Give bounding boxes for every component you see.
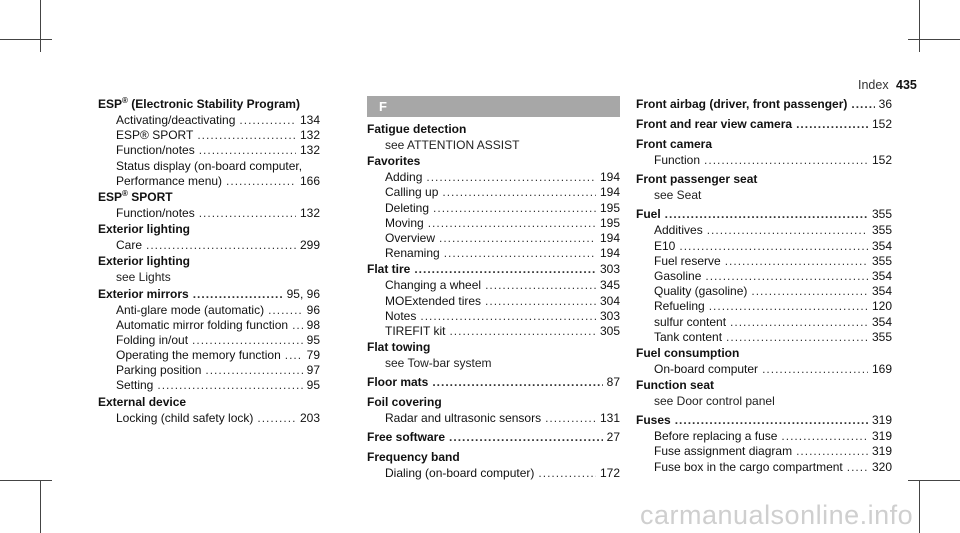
index-subentry[interactable] [636,460,892,475]
subentry-label: Setting [116,378,154,393]
page-reference[interactable]: 305 [599,323,620,338]
subentry-label: Activating/deactivating [116,113,236,127]
page-reference[interactable]: 98 [306,317,320,332]
index-subentry[interactable] [367,278,620,293]
index-subentry[interactable] [367,466,620,481]
subentry-label: Function/notes [116,205,195,220]
see-reference[interactable]: see Door control panel [654,394,775,409]
index-subentry[interactable] [367,170,620,185]
dot-leader [725,254,868,269]
page-reference[interactable]: 345 [599,278,620,293]
page-reference[interactable]: 354 [871,284,892,299]
subentries [98,206,320,221]
subentry-label: Status display (on-board computer, [116,158,303,173]
crop-mark [40,481,41,533]
index-term-fuel-consumption[interactable]: Fuel consumption [636,345,740,360]
subentry-label: Additives [654,223,703,238]
index-subentry[interactable] [636,223,892,238]
see-reference[interactable]: see Tow-bar system [385,356,492,371]
crop-mark [919,481,920,533]
index-subentry[interactable] [98,143,320,158]
dot-leader [426,170,596,185]
index-subentry[interactable] [636,330,892,345]
page-number: 435 [896,78,917,92]
letter-heading: F [367,96,620,117]
crop-mark [908,480,960,481]
page-reference[interactable]: 132 [299,128,320,143]
page-reference[interactable]: 194 [599,185,620,200]
subentry-label: Function/notes [116,143,195,158]
dot-leader [485,278,596,293]
subentry-label: Locking (child safety lock) [116,410,254,425]
subentries [367,466,620,481]
subentry-label: Quality (gasoline) [654,284,748,299]
crop-mark [0,39,52,40]
index-subentry[interactable] [367,411,620,426]
dot-leader [726,330,868,345]
see-reference[interactable]: see ATTENTION ASSIST [385,138,520,152]
index-subentry[interactable] [367,309,620,324]
dot-leader [444,246,596,261]
index-term-function-seat[interactable]: Function seat [636,378,715,393]
dot-leader [679,239,868,254]
page-reference[interactable]: 203 [299,410,320,425]
dot-leader [751,284,868,299]
page-reference[interactable]: 354 [871,238,892,253]
index-subentry[interactable] [367,201,620,216]
index-subentry[interactable] [98,303,320,318]
see-reference[interactable]: see Lights [116,270,171,285]
dot-leader [442,185,596,200]
index-subentry[interactable] [636,362,892,377]
dot-leader [847,460,868,475]
index-term-fuses[interactable]: Fuses ..... 319 [636,412,892,429]
index-subentry[interactable] [98,113,320,128]
page-reference[interactable]: 319 [871,429,892,444]
dot-leader [239,113,296,128]
index-column-2 [367,96,620,482]
index-term-flat-tire[interactable]: Flat tire ..... 303 [367,261,620,278]
index-subentry[interactable] [367,216,620,231]
subentry-label: Deleting [385,200,430,215]
index-subentry[interactable] [636,444,892,459]
page-reference[interactable]: 134 [299,113,320,127]
dot-leader [192,333,303,348]
index-term-esp-sport[interactable]: ESP® SPORT [98,188,173,204]
subentry-label: E10 [654,238,676,253]
page-reference[interactable]: 169 [871,361,892,376]
subentry-label: Care [116,238,143,253]
subentry-label: Automatic mirror folding function [116,317,289,332]
subentry-label: MOExtended tires [385,293,482,308]
dot-leader [292,318,303,333]
index-subentry[interactable] [636,269,892,284]
index-term-frequency-band[interactable]: Frequency band [367,450,460,465]
subentry-label: Tank content [654,329,723,344]
index-subentry[interactable] [636,284,892,299]
subentries [367,278,620,339]
index-subentry[interactable] [367,246,620,261]
subentry-label: Renaming [385,246,440,261]
subentries [636,223,892,345]
page-reference[interactable]: 320 [871,459,892,474]
page-reference[interactable]: 355 [871,329,892,344]
subentries [98,303,320,394]
index-subentry[interactable] [636,254,892,269]
subentry-label: Adding [385,170,423,185]
subentry-label: Operating the memory function [116,348,281,363]
index-subentry[interactable] [98,206,320,221]
page-reference[interactable]: 355 [871,253,892,268]
dot-leader [285,348,303,363]
index-subentry[interactable] [98,159,320,174]
page-reference[interactable]: 194 [599,230,620,245]
page-reference[interactable]: 303 [599,308,620,323]
index-subentry[interactable] [98,128,320,143]
index-subentry[interactable] [636,299,892,314]
subentries [367,170,620,261]
subentry-label: On-board computer [654,361,759,376]
dot-leader [730,315,868,330]
subentry-label: Overview [385,230,436,245]
dot-leader [226,174,296,189]
subentry-label: Fuel reserve [654,253,721,268]
index-subentry[interactable] [98,318,320,333]
index-subentry[interactable] [98,348,320,363]
page-reference[interactable]: 95 [306,332,320,347]
dot-leader [433,201,596,216]
index-term-front-passenger-seat[interactable]: Front passenger seat [636,172,758,187]
dot-leader [157,378,302,393]
dot-leader [781,429,868,444]
index-term-free-software[interactable]: Free software ..... 27 [367,429,620,446]
crop-mark [919,0,920,52]
index-term-front-rear-camera[interactable]: Front and rear view camera ..... 152 [636,116,892,133]
see-reference[interactable]: see Seat [654,188,702,203]
dot-leader [709,299,868,314]
dot-leader [199,206,296,221]
dot-leader [439,231,596,246]
subentry-label: sulfur content [654,314,727,329]
page-reference[interactable]: 166 [299,173,320,188]
index-subentry[interactable] [367,231,620,246]
subentry-label: TIREFIT kit [385,323,446,338]
subentry-label: Parking position [116,363,202,378]
page-reference[interactable]: 195 [599,215,620,230]
page-reference[interactable]: 299 [299,238,320,253]
page-reference[interactable]: 195 [599,200,620,215]
crop-mark [40,0,41,52]
dot-leader [538,466,596,481]
subentry-label: Function [654,153,701,167]
index-term-fatigue-detection[interactable]: Fatigue detection [367,122,467,136]
index-term-exterior-lighting[interactable]: Exterior lighting [98,254,191,269]
index-term-flat-towing[interactable]: Flat towing [367,340,431,355]
subentries [98,411,320,426]
dot-leader [485,294,596,309]
page-reference[interactable]: 120 [871,299,892,314]
index-subentry[interactable] [367,294,620,309]
page-reference[interactable]: 194 [599,246,620,261]
page-reference[interactable]: 131 [599,411,620,426]
dot-leader [146,238,296,253]
crop-mark [908,39,960,40]
index-term-external-device[interactable]: External device [98,394,187,409]
section-label: Index [858,78,889,92]
index-term-front-airbag[interactable]: Front airbag (driver, front passenger) ..... 36 [636,96,892,113]
index-term-favorites[interactable]: Favorites [367,154,421,169]
subentry-label: ESP® SPORT [116,128,194,143]
dot-leader [762,362,868,377]
dot-leader [707,223,868,238]
index-subentry[interactable] [98,238,320,253]
page-reference[interactable]: 97 [306,363,320,378]
subentry-label: Fuse assignment diagram [654,444,793,459]
subentry-label: Moving [385,215,424,230]
dot-leader [428,216,596,231]
crop-mark [0,480,52,481]
subentries [367,411,620,426]
page-reference[interactable]: 319 [871,444,892,459]
subentry-label: Folding in/out [116,332,189,347]
subentry-label: Anti-glare mode (automatic) [116,302,265,317]
page-reference[interactable]: 354 [871,314,892,329]
page-reference[interactable]: 132 [299,205,320,220]
dot-leader [205,363,302,378]
page-reference[interactable]: 96 [306,302,320,317]
subentries [636,153,892,168]
index-subentry[interactable] [98,411,320,426]
index-subentry[interactable] [98,333,320,348]
page-reference[interactable]: 194 [599,170,620,185]
index-term-exterior-lighting[interactable]: Exterior lighting [98,222,191,237]
index-term-exterior-mirrors[interactable]: Exterior mirrors ..... 95, 96 [98,286,320,303]
index-subentry[interactable] [98,174,320,189]
page-reference[interactable]: 95 [306,378,320,393]
subentry-label: Before replacing a fuse [654,429,778,444]
page-reference[interactable]: 132 [299,143,320,158]
dot-leader [199,143,296,158]
subentry-label: Fuse box in the cargo compartment [654,459,843,474]
index-term-front-camera[interactable]: Front camera [636,137,713,151]
subentries [636,429,892,475]
subentries [98,238,320,253]
index-subentry[interactable] [367,324,620,339]
subentry-label: Changing a wheel [385,278,482,293]
dot-leader [257,411,296,426]
index-subentry[interactable] [98,378,320,393]
index-subentry[interactable] [636,153,892,168]
index-term-esp[interactable]: ESP® (Electronic Stability Program) [98,96,300,111]
page-reference[interactable]: 79 [306,348,320,363]
dot-leader [197,128,296,143]
subentry-label: Refueling [654,299,705,314]
page-reference[interactable]: 304 [599,293,620,308]
index-term-floor-mats[interactable]: Floor mats ..... 87 [367,374,620,391]
page-reference[interactable]: 354 [871,268,892,283]
subentry-label: Dialing (on-board computer) [385,466,535,481]
index-column-1 [98,96,320,426]
dot-leader [704,153,868,168]
dot-leader [268,303,303,318]
index-column-3 [636,96,892,475]
index-subentry[interactable] [636,315,892,330]
page-reference[interactable]: 152 [871,153,892,167]
subentry-label: Notes [385,308,417,323]
index-term-fuel[interactable]: Fuel ..... 355 [636,206,892,223]
dot-leader [545,411,596,426]
dot-leader [420,309,596,324]
subentry-label: Calling up [385,185,439,200]
watermark: carmanualsonline.info [640,500,914,530]
dot-leader [796,444,868,459]
page-reference[interactable]: 172 [599,466,620,481]
dot-leader [705,269,868,284]
index-subentry[interactable] [636,429,892,444]
index-subentry[interactable] [98,363,320,378]
subentry-label: Gasoline [654,268,702,283]
index-term-foil-covering[interactable]: Foil covering [367,395,442,410]
index-subentry[interactable] [636,239,892,254]
page-reference[interactable]: 355 [871,223,892,238]
subentries [636,362,892,377]
subentry-label: Performance menu) [116,173,223,188]
dot-leader [449,324,596,339]
index-subentry[interactable] [367,185,620,200]
subentries [98,113,320,189]
subentry-label: Radar and ultrasonic sensors [385,411,542,426]
